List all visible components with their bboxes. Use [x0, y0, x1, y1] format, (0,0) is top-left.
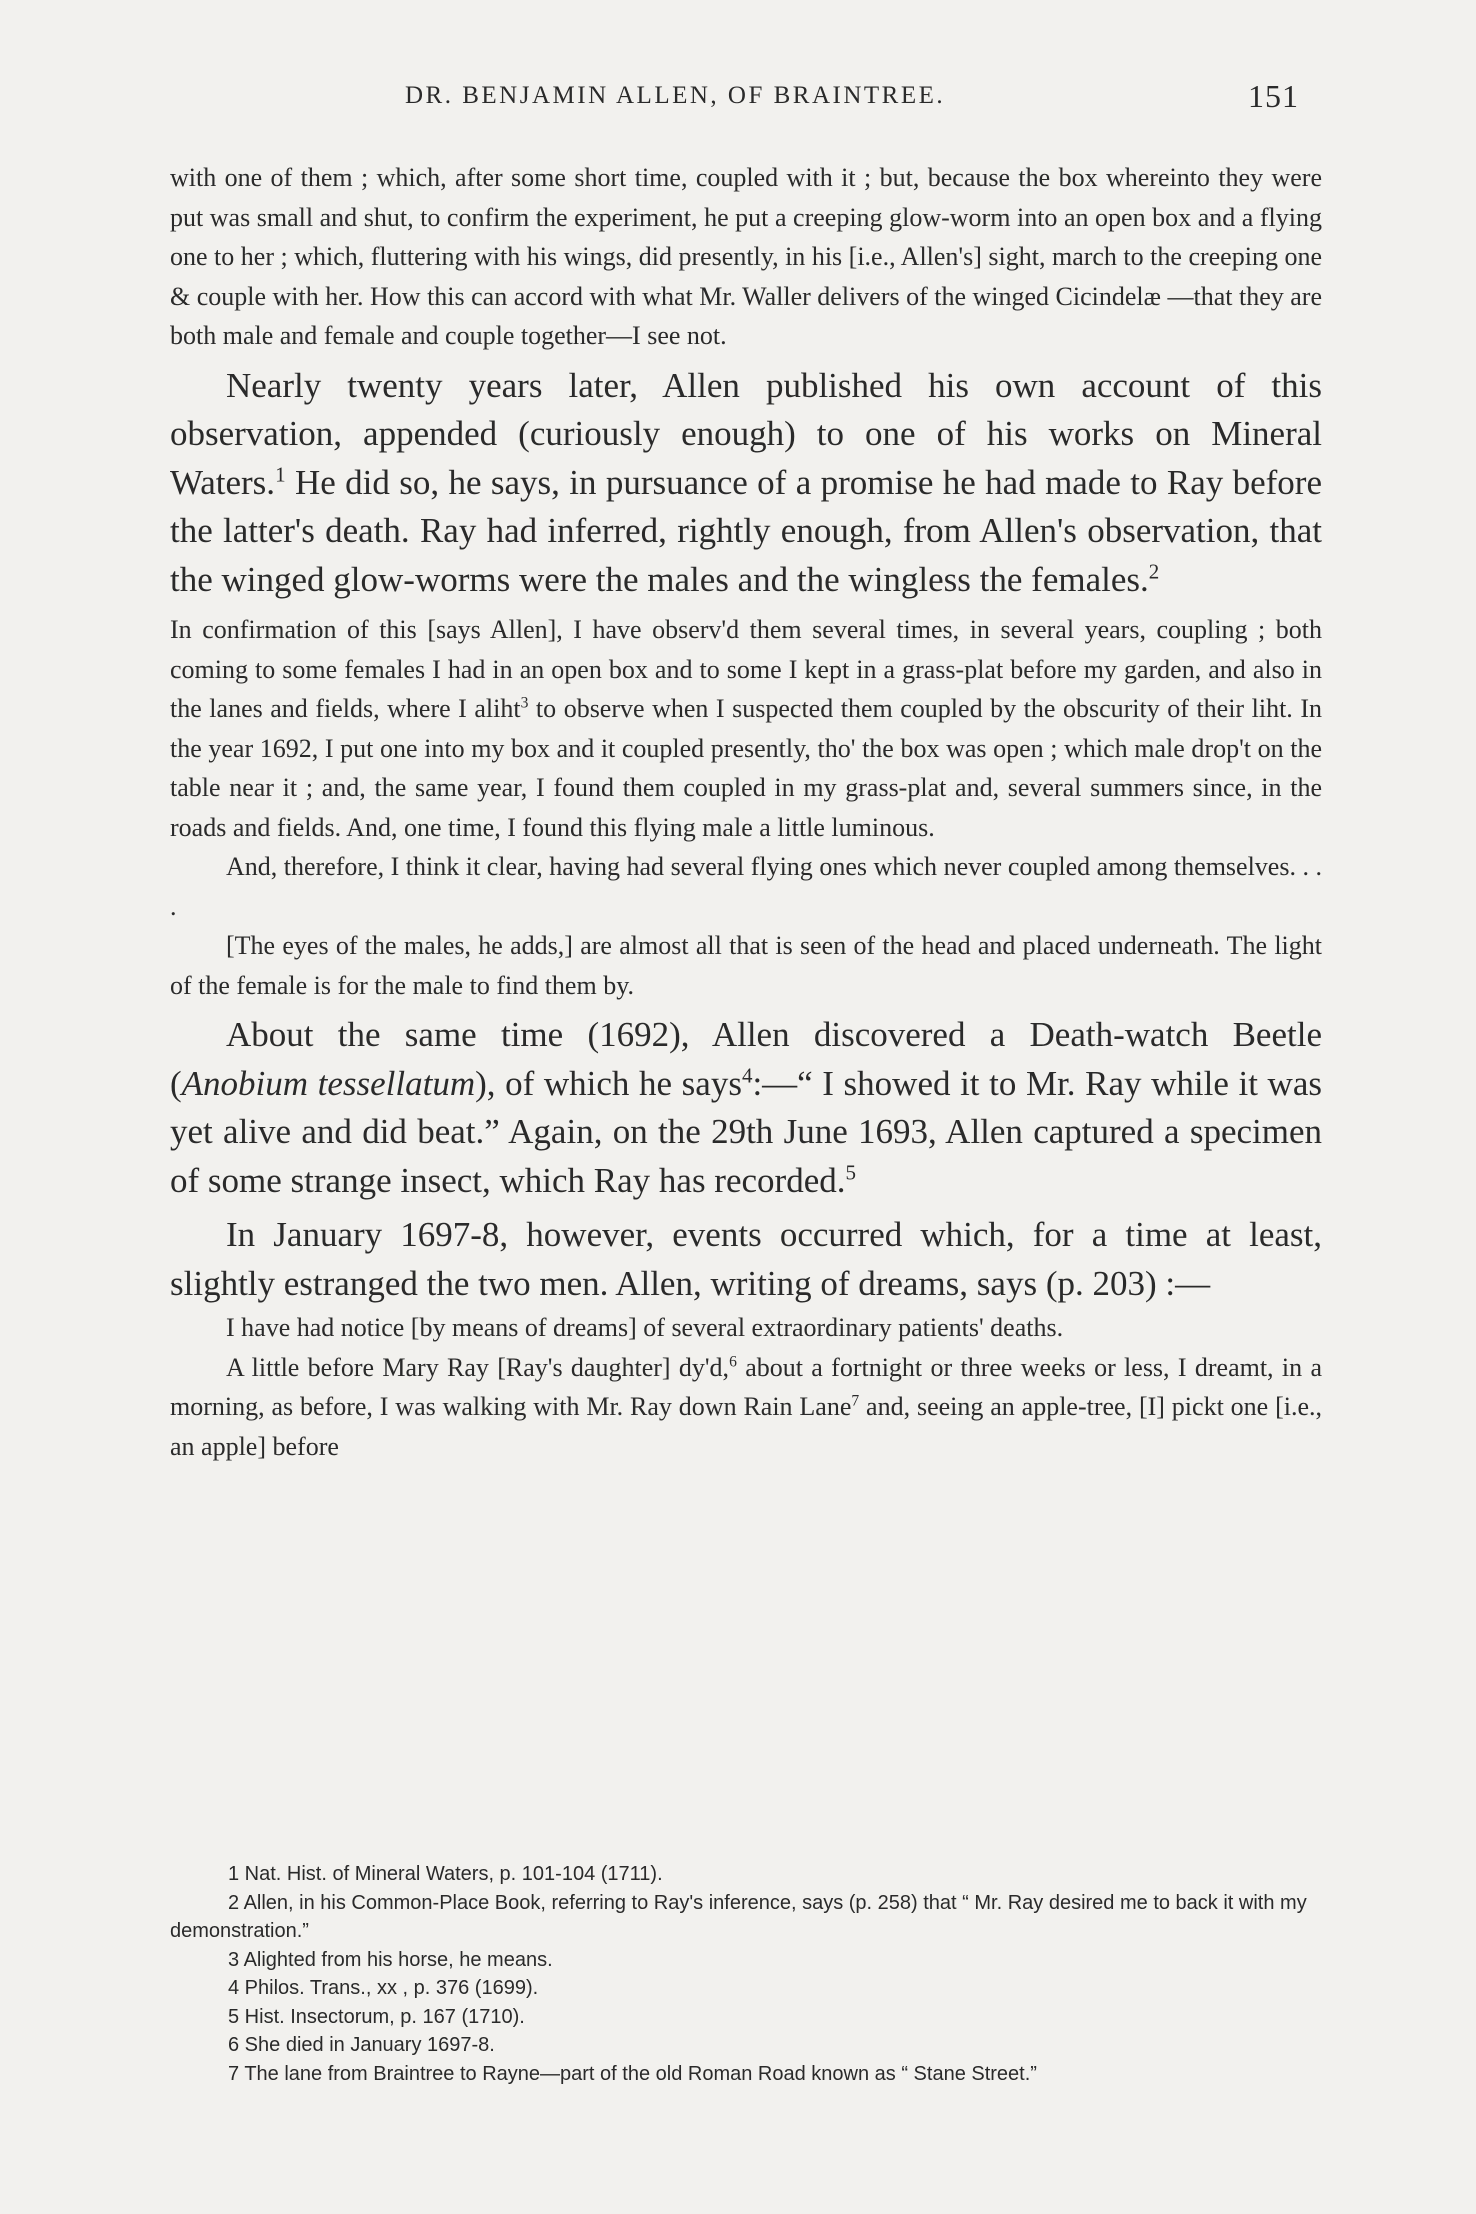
footnote-ref: 7 [851, 1392, 860, 1410]
text-run: ), of which he says [475, 1063, 742, 1103]
text-run: :—“ I showed it to Mr. Ray while it was yet alive and did beat.” Again, on the 29th June 1693, Allen captured a specimen of some strange insect, which Ray has recorded. [170, 1063, 1322, 1200]
footnote-ref: 6 [729, 1352, 737, 1370]
quoted-paragraph-therefore: And, therefore, I think it clear, having had several flying ones which never coupled among themselves. . . . [170, 852, 1322, 921]
footnote-5: 5 Hist. Insectorum, p. 167 (1710). [228, 2005, 525, 2028]
footnotes [170, 1860, 1322, 2088]
footnote-7: 7 The lane from Braintree to Rayne—part of the old Roman Road known as “ Stane Street.” [228, 2062, 1037, 2085]
paragraph-january: In January 1697-8, however, events occurred which, for a time at least, slightly estranged the two men. Allen, writing of dreams, says (p. 203) :— [170, 1215, 1322, 1303]
footnote-ref: 2 [1148, 558, 1160, 583]
text-run: and, seeing an apple-tree, [I] pickt one [i.e., an apple] before [170, 1392, 1322, 1461]
quoted-paragraph-ray: with one of them ; which, after some short time, coupled with it ; but, because the box whereinto they were put was small and shut, to confirm the experiment, he put a creeping glow-worm into an open box and a flying one to her ; which, fluttering with his wings, did presently, in his [i.e., Allen's] sight, march to the creeping one & couple with her. How this can accord with what Mr. Waller delivers of the winged Cicindelæ —that they are both male and female and couple together—I see not. [170, 163, 1322, 350]
footnote-2: 2 Allen, in his Common-Place Book, referring to Ray's inference, says (p. 258) that “ Mr. Ray desired me to back it with my demonstration.” [170, 1891, 1307, 1942]
paragraph-allen-account [170, 362, 1322, 605]
page-number: 151 [1248, 78, 1299, 114]
footnote-6: 6 She died in January 1697-8. [228, 2034, 495, 2056]
footnote-ref: 5 [845, 1159, 856, 1184]
footnote-ref: 1 [275, 461, 286, 486]
running-title: DR. BENJAMIN ALLEN, OF BRAINTREE. [405, 82, 946, 109]
quoted-paragraph-dream [170, 1348, 1322, 1467]
quoted-paragraph-eyes: [The eyes of the males, he adds,] are almost all that is seen of the head and placed underneath. The light of the female is for the male to find them by. [170, 931, 1322, 1000]
footnote-1: 1 Nat. Hist. of Mineral Waters, p. 101-104 (1711). [228, 1863, 663, 1885]
footnote-ref: 3 [520, 694, 529, 712]
text-run: About the same time (1692), Allen discovered a Death-watch Beetle ( [170, 1015, 1322, 1103]
quoted-paragraph-notice: I have had notice [by means of dreams] of several extraordinary patients' deaths. [226, 1313, 1064, 1342]
paragraph-death-watch [170, 1011, 1322, 1205]
text-run: He did so, he says, in pursuance of a promise he had made to Ray before the latter's death. Ray had inferred, rightly enough, from Allen's observation, that the winged glow-worms were the males and the wingless the females. [170, 462, 1322, 599]
text-run: to observe when I suspected them coupled by the obscurity of their liht. In the year 1692, I put one into my box and it coupled presently, tho' the box was open ; which male drop't on the table near it ; and, the same year, I found them coupled in my grass-plat and, several summers since, in the roads and fields. And, one time, I found this flying male a little luminous. [170, 694, 1322, 842]
footnote-3: 3 Alighted from his horse, he means. [228, 1948, 553, 1971]
page-body [170, 158, 1322, 1466]
quoted-paragraph-confirmation [170, 610, 1322, 847]
text-run: Nearly twenty years later, Allen published his own account of this observation, appended (curiously enough) to one of his works on Mineral Waters. [170, 365, 1322, 502]
text-run: A little before Mary Ray [Ray's daughter] dy'd, [226, 1352, 730, 1382]
footnote-ref: 4 [741, 1062, 753, 1087]
text-run: about a fortnight or three weeks or less, I dreamt, in a morning, as before, I was walking with Mr. Ray down Rain Lane [170, 1352, 1322, 1421]
text-run: In confirmation of this [says Allen], I have observ'd them several times, in several years, coupling ; both coming to some females I had in an open box and to some I kept in a grass-plat before my garden, and also in the lanes and fields, where I aliht [170, 615, 1322, 723]
footnote-4: 4 Philos. Trans., xx , p. 376 (1699). [228, 1977, 539, 1999]
species-name: Anobium tessellatum [181, 1063, 476, 1103]
